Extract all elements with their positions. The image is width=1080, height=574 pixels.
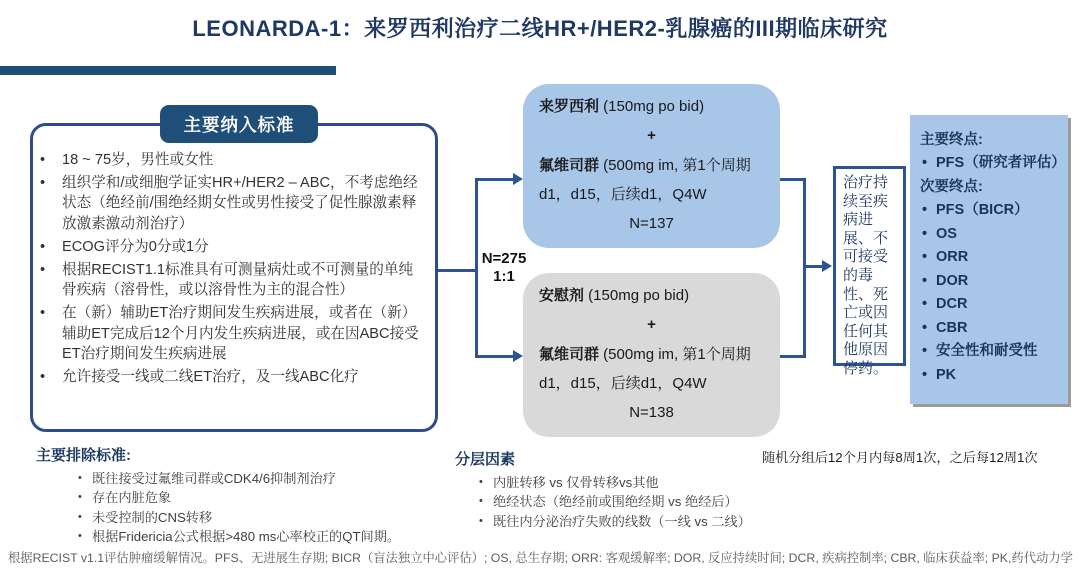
arm-drug1-dose: (150mg po bid) [599, 98, 705, 115]
flow-arrowhead [513, 350, 523, 362]
stratification-item: • 绝经状态（绝经前或围绝经期 vs 绝经后） [477, 492, 785, 511]
followup-schedule-note: 随机分组后12个月内每8周1次，之后每12周1次 [762, 450, 1038, 465]
exclusion-item: • 既往接受过氟维司群或CDK4/6抑制剂治疗 [76, 469, 456, 488]
exclusion-item: • 根据Fridericia公式根据>480 ms心率校正的QT间期。 [76, 527, 456, 546]
endpoint-item: • PK [920, 364, 1060, 387]
endpoint-item: • OS [920, 223, 1060, 246]
arm-drug2-name: 氟维司群 [539, 156, 600, 174]
arm-box-placebo [523, 273, 780, 437]
inclusion-item: • 根据RECIST1.1标准具有可测量病灶或不可测量的单纯骨疾病（溶骨性，或以溶骨性为主的混合性） [30, 260, 432, 301]
plus-sign: + [647, 316, 656, 334]
stratification-item: • 内脏转移 vs 仅骨转移vs其他 [477, 473, 785, 492]
inclusion-item: • 在（新）辅助ET治疗期间发生疾病进展，或者在（新）辅助ET完成后12个月内发生疾病进展，或在因ABC接受ET治疗期间发生疾病进展 [30, 303, 432, 365]
exclusion-criteria-list [76, 469, 456, 546]
exclusion-criteria-section [36, 444, 456, 546]
arm-drug-line [539, 151, 764, 210]
connector-line [478, 355, 514, 358]
endpoint-item: • PFS（研究者评估） [920, 152, 1060, 175]
inclusion-item: • 允许接受一线或二线ET治疗，及一线ABC化疗 [30, 367, 432, 388]
inclusion-item: • 组织学和/或细胞学证实HR+/HER2 – ABC，不考虑绝经状态（绝经前/围绝经期女性或男性接受了促性腺激素释放激素激动剂治疗） [30, 173, 432, 235]
exclusion-criteria-title: 主要排除标准: [36, 447, 131, 464]
endpoint-item: • 安全性和耐受性 [920, 340, 1060, 363]
stratification-item: • 既往内分泌治疗失败的线数（一线 vs 二线） [477, 512, 785, 531]
inclusion-item: • ECOG评分为0分或1分 [30, 237, 432, 258]
arm-sample-size: N=138 [629, 404, 674, 421]
randomization-n: N=275 [481, 250, 527, 267]
flow-arrowhead [822, 260, 832, 272]
arm-box-leroxiciclib [523, 84, 780, 248]
connector-line [803, 178, 806, 358]
arm-drug-line [539, 92, 764, 121]
primary-endpoints-label: 主要终点: [920, 132, 983, 148]
endpoint-item: • CBR [920, 317, 1060, 340]
title-underline-bar [0, 66, 336, 75]
arm-drug-line [539, 281, 764, 310]
endpoint-item: • DCR [920, 293, 1060, 316]
exclusion-item: • 存在内脏危象 [76, 488, 456, 507]
endpoint-item: • PFS（BICR） [920, 199, 1060, 222]
stratification-list [477, 473, 785, 531]
arm-drug2-dose: (500mg im, 第1个周期d1，d15，后续d1，Q4W [539, 345, 751, 392]
exclusion-item: • 未受控制的CNS转移 [76, 508, 456, 527]
abbreviations-footnote: 根据RECIST v1.1评估肿瘤缓解情况。PFS、无进展生存期; BICR（盲法独立中心评估）; OS, 总生存期; ORR: 客观缓解率; DOR, 反应持续时间; DCR, 疾病控制率; CBR, 临床获益率; PK,药代动力学 [8, 551, 1073, 565]
randomization-ratio: 1:1 [493, 268, 515, 285]
arm-drug1-dose: (150mg po bid) [584, 287, 690, 304]
inclusion-item: • 18 ~ 75岁，男性或女性 [30, 150, 432, 171]
inclusion-criteria-list [30, 150, 432, 390]
treatment-duration-box: 治疗持续至疾病进展、不可接受的毒性、死亡或因任何其他原因停药。 [833, 166, 906, 366]
arm-drug2-name: 氟维司群 [539, 345, 600, 363]
endpoint-item: • DOR [920, 270, 1060, 293]
secondary-endpoints-label: 次要终点: [920, 178, 983, 195]
plus-sign: + [647, 127, 656, 145]
endpoint-item: • ORR [920, 246, 1060, 269]
inclusion-criteria-badge: 主要纳入标准 [160, 105, 318, 143]
connector-line [438, 269, 475, 272]
connector-line [478, 178, 514, 181]
slide-title: LEONARDA-1：来罗西利治疗二线HR+/HER2-乳腺癌的III期临床研究 [192, 16, 888, 41]
flow-arrowhead [513, 173, 523, 185]
endpoints-panel [910, 115, 1068, 404]
arm-drug1-name: 来罗西利 [539, 98, 600, 115]
stratification-title: 分层因素 [455, 451, 516, 468]
arm-drug-line [539, 340, 764, 399]
arm-drug1-name: 安慰剂 [539, 287, 585, 304]
stratification-section [455, 448, 785, 531]
connector-line [475, 178, 478, 358]
arm-drug2-dose: (500mg im, 第1个周期d1，d15，后续d1，Q4W [539, 156, 751, 203]
arm-sample-size: N=137 [629, 215, 674, 232]
